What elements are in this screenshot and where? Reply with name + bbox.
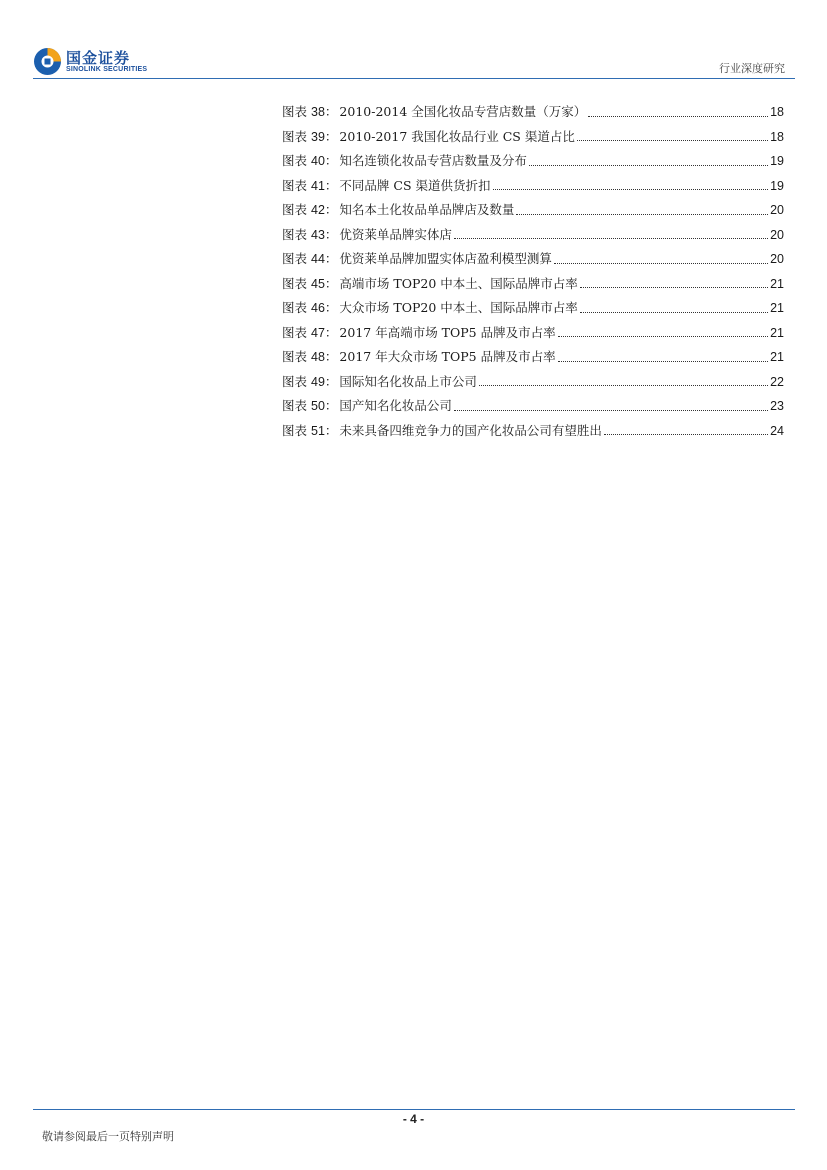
toc-entry-number: 41 <box>311 178 325 193</box>
toc-leader-dots <box>529 155 768 166</box>
toc-entry-label: 图表 43： <box>282 226 338 242</box>
toc-entry-number: 49 <box>311 374 325 389</box>
toc-entry-label: 图表 41： <box>282 177 338 193</box>
toc-leader-dots <box>558 326 768 337</box>
page-number: - 4 - <box>402 1112 425 1126</box>
toc-entry-page: 22 <box>770 374 784 389</box>
toc-entry[interactable] <box>282 198 784 223</box>
toc-entry-number: 45 <box>311 276 325 291</box>
toc-entry[interactable] <box>282 321 784 346</box>
toc-entry-number: 46 <box>311 301 325 316</box>
toc-entry-number: 38 <box>311 105 325 120</box>
toc-entry-number: 44 <box>311 252 325 267</box>
toc-entry-number: 48 <box>311 350 325 365</box>
toc-entry-label: 图表 40： <box>282 153 338 169</box>
toc-entry[interactable] <box>282 394 784 419</box>
toc-entry-prefix: 图表 <box>282 324 308 340</box>
toc-entry-prefix: 图表 <box>282 202 308 218</box>
toc-leader-dots <box>558 351 768 362</box>
page-header <box>0 0 827 80</box>
toc-entry-page: 21 <box>770 276 784 291</box>
toc-entry-title: 国产知名化妆品公司 <box>339 398 452 414</box>
toc-entry-page: 24 <box>770 423 784 438</box>
toc-entry-prefix: 图表 <box>282 251 308 267</box>
footer-divider <box>33 1109 795 1110</box>
toc-entry-title: 2017 年大众市场 TOP5 品牌及市占率 <box>339 349 556 365</box>
toc-leader-dots <box>516 204 768 215</box>
toc-entry-page: 20 <box>770 252 784 267</box>
toc-entry-label: 图表 42： <box>282 202 338 218</box>
toc-entry-number: 43 <box>311 227 325 242</box>
toc-entry-label: 图表 49： <box>282 373 338 389</box>
toc-entry-prefix: 图表 <box>282 177 308 193</box>
toc-leader-dots <box>580 277 768 288</box>
toc-entry[interactable] <box>282 370 784 395</box>
toc-entry-number: 40 <box>311 154 325 169</box>
toc-entry-title: 2010-2014 全国化妆品专营店数量（万家） <box>339 104 587 120</box>
toc-entry-prefix: 图表 <box>282 226 308 242</box>
toc-leader-dots <box>604 424 768 435</box>
toc-entry-prefix: 图表 <box>282 349 308 365</box>
toc-entry-number: 42 <box>311 203 325 218</box>
toc-entry[interactable] <box>282 345 784 370</box>
toc-entry[interactable] <box>282 174 784 199</box>
toc-entry-page: 23 <box>770 399 784 414</box>
toc-entry[interactable] <box>282 272 784 297</box>
toc-entry-page: 21 <box>770 325 784 340</box>
toc-entry-prefix: 图表 <box>282 128 308 144</box>
toc-entry-page: 21 <box>770 301 784 316</box>
toc-entry-title: 未来具备四维竞争力的国产化妆品公司有望胜出 <box>339 422 602 438</box>
toc-entry-title: 优资莱单品牌实体店 <box>339 226 452 242</box>
toc-entry-page: 18 <box>770 129 784 144</box>
toc-entry-prefix: 图表 <box>282 398 308 414</box>
toc-entry-title: 国际知名化妆品上市公司 <box>339 373 477 389</box>
toc-entry[interactable] <box>282 296 784 321</box>
toc-entry-label: 图表 47： <box>282 324 338 340</box>
toc-entry-prefix: 图表 <box>282 300 308 316</box>
toc-leader-dots <box>479 375 768 386</box>
brand-name-en: SINOLINK SECURITIES <box>66 66 148 73</box>
toc-entry-number: 51 <box>311 423 325 438</box>
toc-entry-title: 不同品牌 CS 渠道供货折扣 <box>339 177 491 193</box>
toc-leader-dots <box>580 302 768 313</box>
toc-entry-label: 图表 38： <box>282 104 338 120</box>
toc-entry[interactable] <box>282 149 784 174</box>
toc-entry-title: 优资莱单品牌加盟实体店盈利模型测算 <box>339 251 552 267</box>
toc-entry-page: 19 <box>770 178 784 193</box>
toc-leader-dots <box>454 228 768 239</box>
toc-entry-title: 2010-2017 我国化妆品行业 CS 渠道占比 <box>339 128 575 144</box>
toc-leader-dots <box>554 253 768 264</box>
header-divider <box>33 78 795 79</box>
brand-logo <box>33 47 173 77</box>
toc-entry-page: 21 <box>770 350 784 365</box>
toc-entry-page: 19 <box>770 154 784 169</box>
toc-entry-prefix: 图表 <box>282 373 308 389</box>
toc-entry-label: 图表 50： <box>282 398 338 414</box>
toc-entry[interactable] <box>282 223 784 248</box>
toc-entry-label: 图表 39： <box>282 128 338 144</box>
toc-entry[interactable] <box>282 247 784 272</box>
sinolink-logo-icon <box>33 47 62 76</box>
toc-entry-title: 高端市场 TOP20 中本土、国际品牌市占率 <box>339 275 578 291</box>
toc-entry-label: 图表 48： <box>282 349 338 365</box>
toc-leader-dots <box>588 106 768 117</box>
toc-entry[interactable] <box>282 125 784 150</box>
report-type-label: 行业深度研究 <box>719 62 785 75</box>
toc-entry-number: 39 <box>311 129 325 144</box>
toc-entry-page: 18 <box>770 105 784 120</box>
toc-entry[interactable] <box>282 419 784 444</box>
toc-entry-title: 2017 年高端市场 TOP5 品牌及市占率 <box>339 324 556 340</box>
toc-entry-number: 47 <box>311 325 325 340</box>
brand-name-cn: 国金证券 <box>66 49 131 67</box>
toc-entry-number: 50 <box>311 399 325 414</box>
toc-leader-dots <box>577 130 768 141</box>
toc-entry-label: 图表 44： <box>282 251 338 267</box>
toc-entry-prefix: 图表 <box>282 153 308 169</box>
toc-entry-page: 20 <box>770 227 784 242</box>
disclaimer-note: 敬请参阅最后一页特别声明 <box>42 1130 174 1143</box>
toc-entry-label: 图表 45： <box>282 275 338 291</box>
toc-entry-title: 知名连锁化妆品专营店数量及分布 <box>339 153 527 169</box>
toc-entry-title: 知名本土化妆品单品牌店及数量 <box>339 202 515 218</box>
toc-entry-prefix: 图表 <box>282 275 308 291</box>
toc-entry-prefix: 图表 <box>282 104 308 120</box>
figure-list <box>282 100 784 443</box>
toc-leader-dots <box>493 179 769 190</box>
toc-entry-title: 大众市场 TOP20 中本土、国际品牌市占率 <box>339 300 578 316</box>
toc-entry-label: 图表 46： <box>282 300 338 316</box>
toc-leader-dots <box>454 400 768 411</box>
toc-entry[interactable] <box>282 100 784 125</box>
toc-entry-label: 图表 51： <box>282 422 338 438</box>
toc-entry-prefix: 图表 <box>282 422 308 438</box>
toc-entry-page: 20 <box>770 203 784 218</box>
